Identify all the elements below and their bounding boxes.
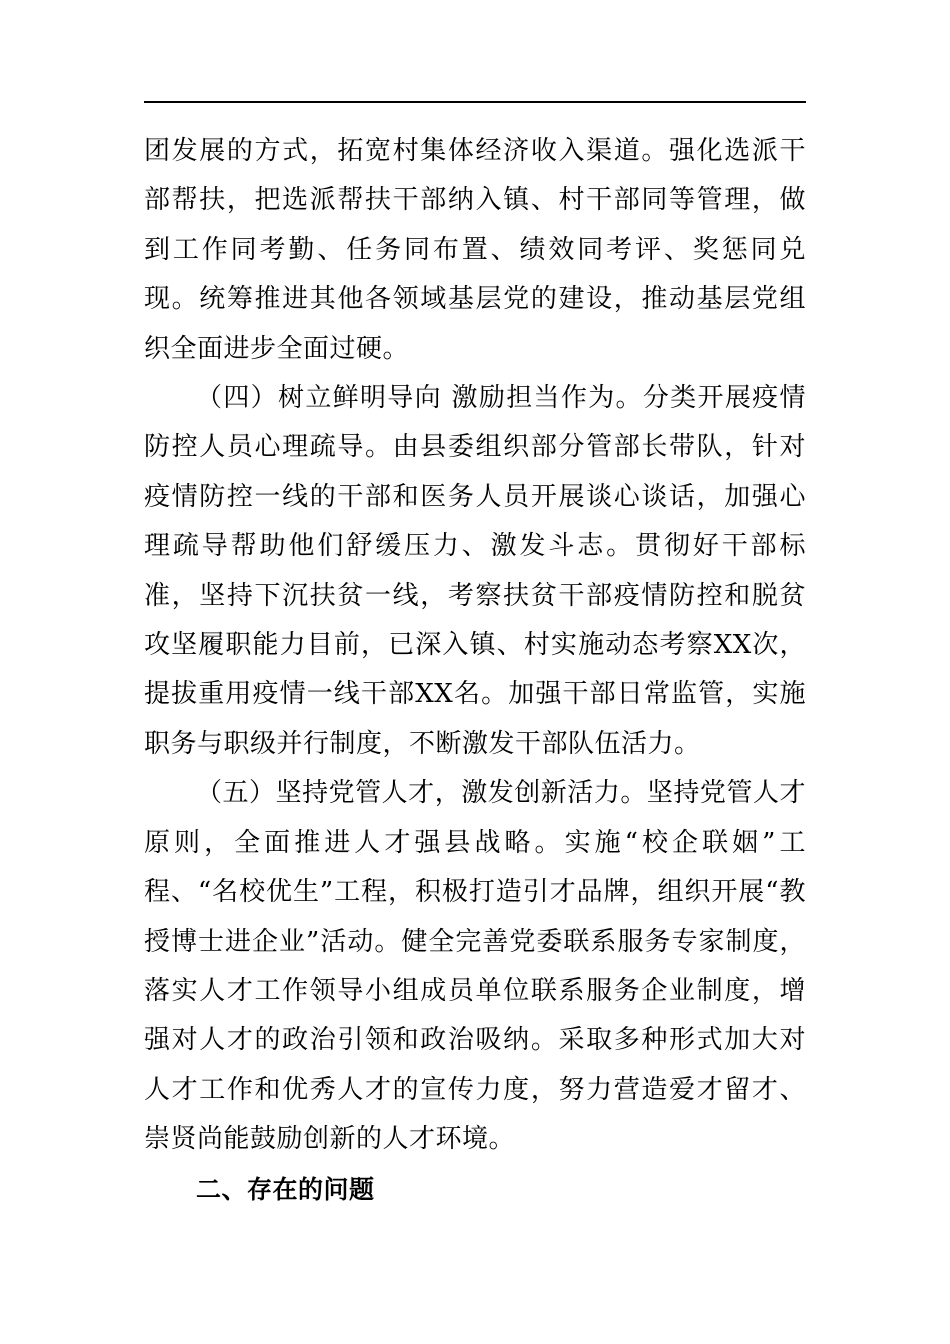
paragraph-section-five: （五）坚持党管人才，激发创新活力。坚持党管人才原则，全面推进人才强县战略。实施“校企联姻”工程、“名校优生”工程，积极打造引才品牌，组织开展“教授博士进企业”活动。健全完善党委联系服务专家制度，落实人才工作领导小组成员单位联系服务企业制度，增强对人才的政治引领和政治吸纳。采取多种形式加大对人才工作和优秀人才的宣传力度，努力营造爱才留才、崇贤尚能鼓励创新的人才环境。 [144,778,806,1155]
section-heading-problems: 二、存在的问题 [196,1174,375,1204]
paragraph-continuation: 团发展的方式，拓宽村集体经济收入渠道。强化选派干部帮扶，把选派帮扶干部纳入镇、村干部同等管理，做到工作同考勤、任务同布置、绩效同考评、奖惩同兑现。统筹推进其他各领域基层党的建设，推动基层党组织全面进步全面过硬。 [144,136,806,364]
paragraph-section-four: （四）树立鲜明导向 激励担当作为。分类开展疫情防控人员心理疏导。由县委组织部分管部长带队，针对疫情防控一线的干部和医务人员开展谈心谈话，加强心理疏导帮助他们舒缓压力、激发斗志。贯彻好干部标准，坚持下沉扶贫一线，考察扶贫干部疫情防控和脱贫攻坚履职能力目前，已深入镇、村实施动态考察XX次，提拔重用疫情一线干部XX名。加强干部日常监管，实施职务与职级并行制度，不断激发干部队伍活力。 [144,383,806,759]
document-body [144,127,806,1214]
header-rule [144,101,806,103]
